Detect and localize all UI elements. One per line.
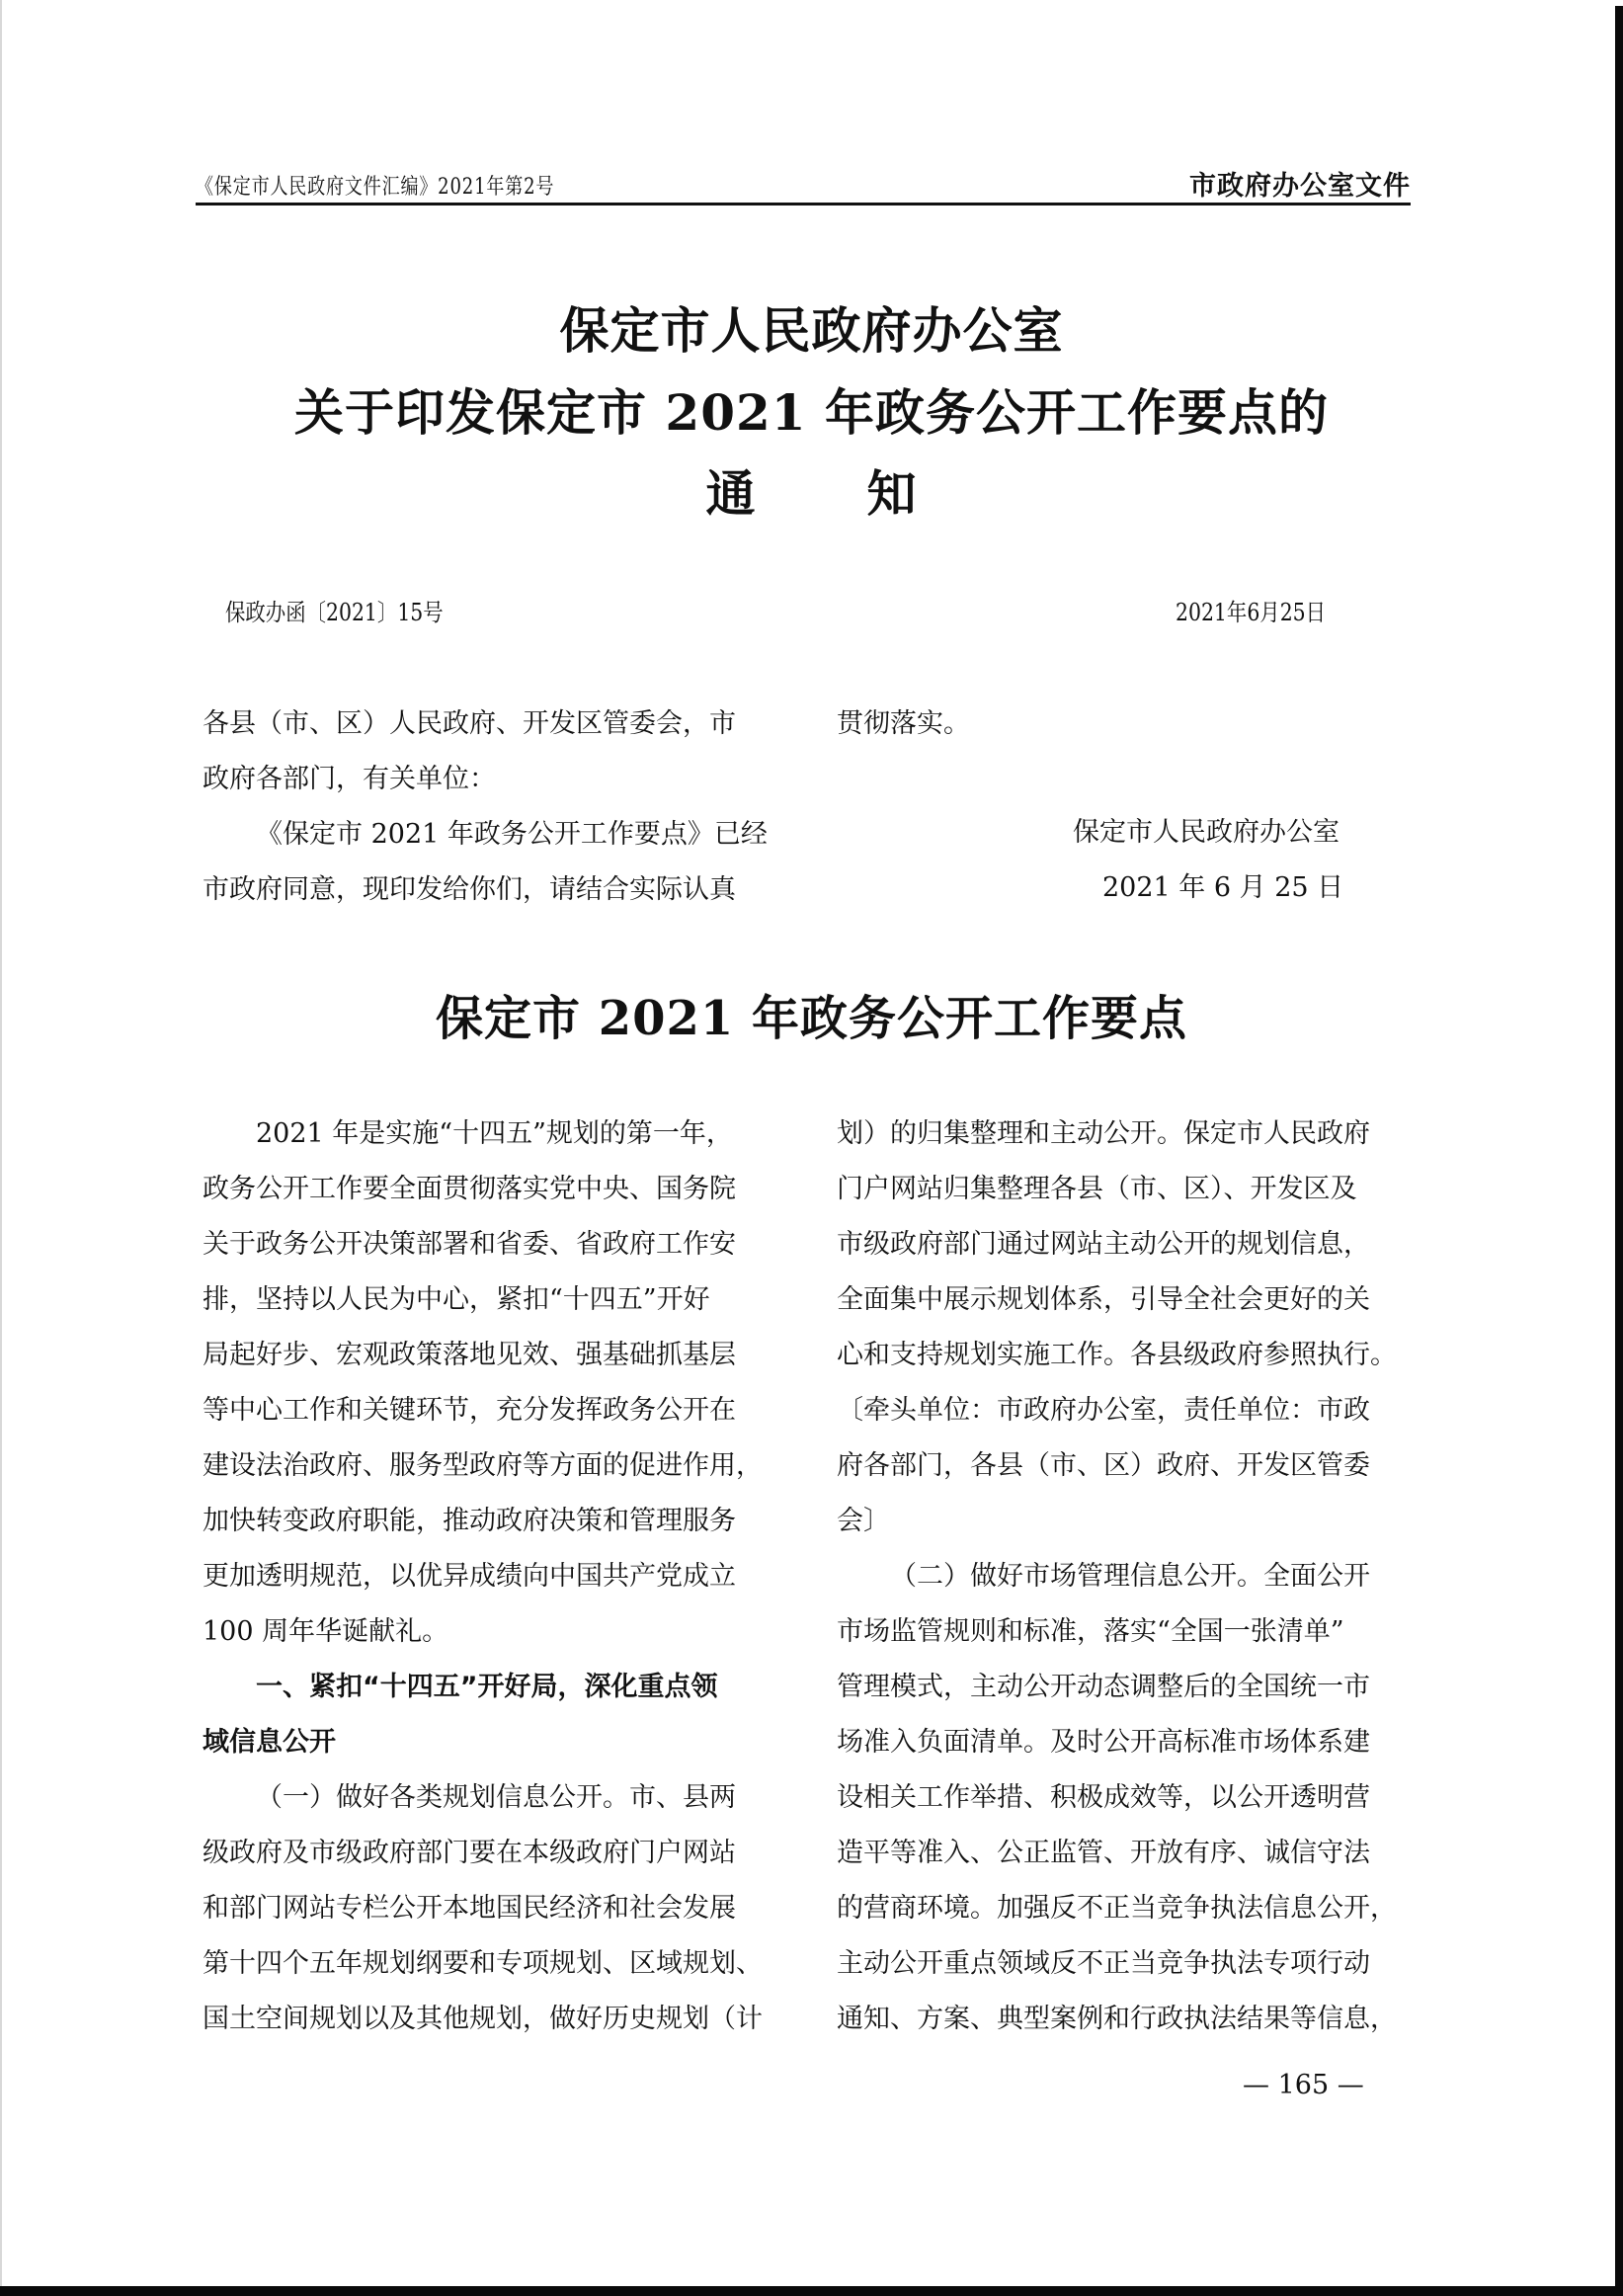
- signature-date: 2021 年 6 月 25 日: [1102, 872, 1344, 903]
- body-line: 和部门网站专栏公开本地国民经济和社会发展: [203, 1893, 736, 1924]
- letter-line: 各县（市、区）人民政府、开发区管委会，市: [203, 708, 736, 739]
- subsection-heading-2: （二）做好市场管理信息公开。全面公开: [890, 1561, 1370, 1592]
- body-line: 主动公开重点领域反不正当竞争执法专项行动: [837, 1948, 1370, 1979]
- notice-title-char-tong: 通: [705, 464, 757, 523]
- body-line: 2021 年是实施“十四五”规划的第一年，: [256, 1118, 733, 1149]
- body-line: 设相关工作举措、积极成效等，以公开透明营: [837, 1782, 1370, 1813]
- subsection-heading-1: （一）做好各类规划信息公开。市、县两: [256, 1782, 736, 1813]
- body-line: 划）的归集整理和主动公开。保定市人民政府: [837, 1118, 1370, 1149]
- body-line: 市级政府部门通过网站主动公开的规划信息，: [837, 1229, 1370, 1260]
- body-line: 加快转变政府职能，推动政府决策和管理服务: [203, 1506, 736, 1536]
- body-line: 通知、方案、典型案例和行政执法结果等信息，: [837, 2004, 1397, 2034]
- section-heading-1: 一、紧扣“十四五”开好局，深化重点领: [256, 1672, 718, 1702]
- responsibility-note: 会〕: [837, 1506, 890, 1536]
- body-line: 造平等准入、公正监管、开放有序、诚信守法: [837, 1838, 1370, 1868]
- body-line: 管理模式，主动公开动态调整后的全国统一市: [837, 1672, 1370, 1702]
- running-header: [196, 164, 1411, 204]
- notice-title-line3: [0, 454, 1623, 526]
- responsibility-note: 府各部门，各县（市、区）政府、开发区管委: [837, 1450, 1370, 1481]
- header-rule: [196, 203, 1411, 205]
- document-number: 保政办函〔2021〕15号: [225, 599, 444, 626]
- running-header-section: 市政府办公室文件: [1189, 171, 1411, 202]
- body-line: 全面集中展示规划体系，引导全社会更好的关: [837, 1284, 1370, 1315]
- body-line: 心和支持规划实施工作。各县级政府参照执行。: [837, 1340, 1397, 1370]
- scan-edge-bottom: [0, 2286, 1623, 2296]
- body-line: 市场监管规则和标准，落实“全国一张清单”: [837, 1616, 1344, 1647]
- notice-title-line2: 关于印发保定市 2021 年政务公开工作要点的: [294, 383, 1329, 442]
- body-line: 局起好步、宏观政策落地见效、强基础抓基层: [203, 1340, 736, 1370]
- page-number: — 165 —: [1243, 2070, 1364, 2100]
- letter-line: 政府各部门，有关单位：: [203, 764, 496, 794]
- body-line: 的营商环境。加强反不正当竞争执法信息公开，: [837, 1893, 1397, 1924]
- running-header-publication: 《保定市人民政府文件汇编》2021年第2号: [196, 175, 555, 200]
- body-right-column: [837, 1107, 1397, 2047]
- body-left-column: [203, 1107, 795, 2047]
- body-line: 政务公开工作要全面贯彻落实党中央、国务院: [203, 1174, 736, 1204]
- body-line: 建设法治政府、服务型政府等方面的促进作用，: [203, 1450, 763, 1481]
- letter-right-column: [837, 697, 1390, 752]
- points-title: 保定市 2021 年政务公开工作要点: [435, 991, 1188, 1046]
- document-date: 2021年6月25日: [1176, 599, 1327, 626]
- body-line: 关于政务公开决策部署和省委、省政府工作安: [203, 1229, 736, 1260]
- body-line: 更加透明规范，以优异成绩向中国共产党成立: [203, 1561, 736, 1592]
- notice-title-line1: 保定市人民政府办公室: [559, 301, 1064, 360]
- body-line: 排，坚持以人民为中心，紧扣“十四五”开好: [203, 1284, 710, 1315]
- body-line: 第十四个五年规划纲要和专项规划、区域规划、: [203, 1948, 763, 1979]
- body-line: 门户网站归集整理各县（市、区）、开发区及: [837, 1174, 1357, 1204]
- body-line: 国土空间规划以及其他规划，做好历史规划（计: [203, 2004, 763, 2034]
- body-line: 级政府及市级政府部门要在本级政府门户网站: [203, 1838, 736, 1868]
- letter-line: 《保定市 2021 年政务公开工作要点》已经: [256, 819, 768, 850]
- letter-line: 市政府同意，现印发给你们，请结合实际认真: [203, 874, 736, 905]
- notice-title-char-zhi: 知: [866, 464, 918, 523]
- letter-line: 贯彻落实。: [837, 708, 970, 739]
- body-line: 100 周年华诞献礼。: [203, 1616, 449, 1647]
- body-line: 场准入负面清单。及时公开高标准市场体系建: [837, 1727, 1370, 1758]
- responsibility-note: 〔牵头单位：市政府办公室，责任单位：市政: [837, 1395, 1370, 1426]
- letter-left-column: [203, 697, 795, 918]
- signature-organization: 保定市人民政府办公室: [1073, 817, 1339, 848]
- body-line: 等中心工作和关键环节，充分发挥政务公开在: [203, 1395, 736, 1426]
- section-heading-1-cont: 域信息公开: [203, 1727, 336, 1758]
